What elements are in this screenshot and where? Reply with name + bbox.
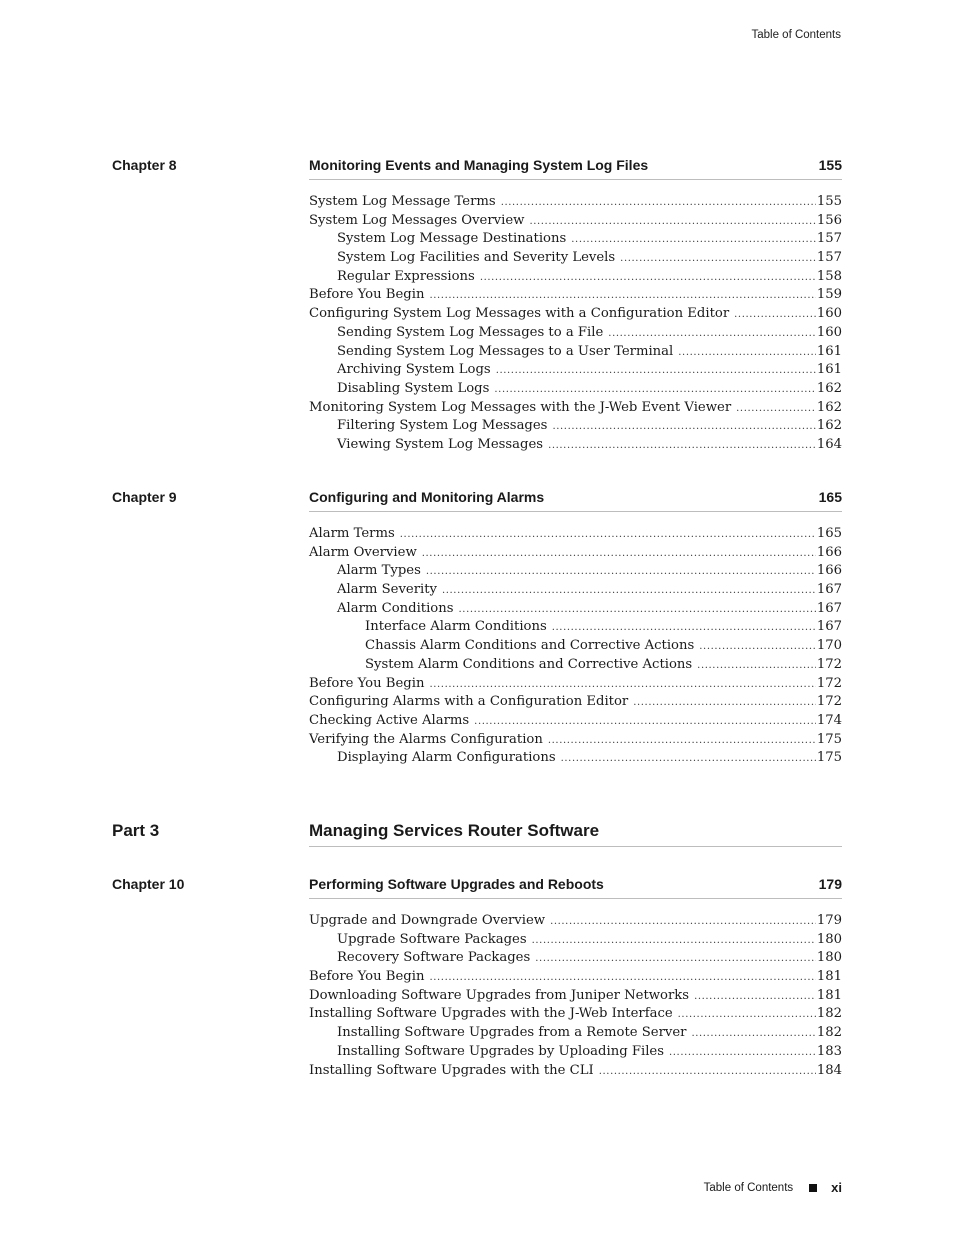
running-header: Table of Contents [751,29,841,41]
dot-leader [697,657,816,676]
toc-entry-page: 172 [816,675,842,691]
dot-leader [678,344,816,363]
toc-entry[interactable] [309,193,842,212]
toc-entry[interactable] [309,436,842,455]
toc-entry-page: 175 [816,750,842,766]
toc-entry-page: 180 [816,931,842,947]
chapter-label: Chapter 10 [112,876,185,892]
dot-leader [535,950,816,969]
dot-leader [474,713,816,732]
toc-entry-page: 182 [816,1006,842,1022]
toc-entry[interactable] [309,1043,842,1062]
chapter-heading[interactable] [309,876,842,899]
toc-entry[interactable] [309,380,842,399]
toc-entry-title: Upgrade and Downgrade Overview [309,913,546,928]
toc-entry-page: 175 [816,731,842,747]
toc-entry-page: 181 [816,969,842,985]
toc-entry-page: 160 [816,324,842,340]
dot-leader [548,732,816,751]
dot-leader [400,526,816,545]
toc-entry[interactable] [309,656,842,675]
toc-entry-title: Installing Software Upgrades by Uploading Files [337,1043,664,1059]
toc-entry-page: 166 [816,563,842,579]
dot-leader [736,400,816,419]
toc-entry-page: 161 [816,343,842,359]
dot-leader [494,381,815,400]
dot-leader [599,1063,816,1082]
toc-entry-title: Alarm Overview [309,544,417,560]
toc-entry-title: Before You Begin [309,675,425,691]
chapter-heading[interactable] [309,489,842,512]
toc-entry-page: 161 [816,362,842,378]
dot-leader [429,676,815,695]
toc-entry-page: 157 [816,250,842,266]
toc-entry-page: 159 [816,287,842,303]
toc-entry-page: 184 [816,1062,842,1078]
toc-entry-title: Installing Software Upgrades with the CLI [309,1062,594,1078]
toc-entry-page: 174 [816,712,842,728]
dot-leader [429,287,815,306]
toc-entry-title: Alarm Severity [337,582,437,598]
toc-entry[interactable] [309,417,842,436]
dot-leader [480,269,816,288]
toc-entry[interactable] [309,987,842,1006]
dot-leader [422,545,816,564]
square-bullet-icon [809,1184,817,1192]
toc-entry[interactable] [309,562,842,581]
toc-entry-title: System Log Message Terms [309,194,496,209]
toc-entry-page: 182 [816,1025,842,1041]
toc-entry-title: System Alarm Conditions and Corrective Actions [365,656,693,672]
toc-entry[interactable] [309,286,842,305]
toc-entry-title: Verifying the Alarms Configuration [309,731,543,747]
toc-entry-page: 155 [816,194,842,209]
footer-running-title: Table of Contents [703,1181,794,1194]
toc-entry-title: Before You Begin [309,287,425,303]
toc-entry-title: Before You Begin [309,969,425,985]
toc-entry-title: System Log Messages Overview [309,212,525,228]
chapter-label: Chapter 9 [112,489,177,505]
toc-entry-page: 170 [816,638,842,654]
toc-entry[interactable] [309,912,842,931]
toc-entry-list [309,912,842,1080]
toc-entry-title: Configuring Alarms with a Configuration Editor [309,694,629,710]
chapter-label: Chapter 8 [112,157,177,173]
toc-entry-page: 183 [816,1043,842,1059]
toc-entry[interactable] [309,343,842,362]
toc-entry-page: 165 [816,526,842,541]
toc-entry[interactable] [309,712,842,731]
toc-entry[interactable] [309,693,842,712]
toc-entry[interactable] [309,949,842,968]
toc-entry[interactable] [309,324,842,343]
toc-entry[interactable] [309,212,842,231]
toc-entry-title: Checking Active Alarms [309,712,470,728]
toc-entry[interactable] [309,731,842,750]
dot-leader [548,437,816,456]
toc-entry[interactable] [309,1062,842,1081]
toc-entry-title: Monitoring System Log Messages with the J-Web Event Viewer [309,399,732,415]
toc-entry-title: Upgrade Software Packages [337,931,527,947]
toc-entry-title: Sending System Log Messages to a File [337,324,604,340]
dot-leader [734,306,816,325]
dot-leader [550,913,816,932]
toc-entry[interactable] [309,931,842,950]
toc-entry-page: 172 [816,694,842,710]
toc-entry-title: Downloading Software Upgrades from Juniper Networks [309,987,690,1003]
toc-entry-title: System Log Message Destinations [337,231,567,247]
dot-leader [633,694,816,713]
toc-entry-title: Installing Software Upgrades with the J-Web Interface [309,1006,673,1022]
dot-leader [608,325,816,344]
toc-entry-page: 167 [816,600,842,616]
dot-leader [620,250,816,269]
toc-entry-page: 158 [816,268,842,284]
toc-entry-page: 181 [816,987,842,1003]
toc-entry[interactable] [309,361,842,380]
toc-entry-title: Interface Alarm Conditions [365,619,547,635]
dot-leader [669,1044,816,1063]
toc-entry-page: 162 [816,418,842,434]
toc-entry[interactable] [309,249,842,268]
toc-entry-page: 162 [816,399,842,415]
toc-entry-page: 160 [816,306,842,322]
toc-entry-list [309,525,842,768]
toc-entry[interactable] [309,305,842,324]
toc-entry-title: Viewing System Log Messages [337,436,544,452]
dot-leader [496,362,816,381]
toc-entry[interactable] [309,675,842,694]
toc-entry[interactable] [309,581,842,600]
toc-entry-title: Archiving System Logs [337,362,491,378]
toc-entry-page: 180 [816,950,842,966]
toc-entry[interactable] [309,1024,842,1043]
dot-leader [678,1006,816,1025]
toc-entry-title: Installing Software Upgrades from a Remote Server [337,1025,687,1041]
toc-entry[interactable] [309,544,842,563]
toc-entry-page: 166 [816,544,842,560]
toc-entry-title: Disabling System Logs [337,380,490,396]
toc-entry-title: Chassis Alarm Conditions and Corrective Actions [365,638,695,654]
toc-entry-title: Alarm Types [337,563,421,579]
toc-entry-title: Alarm Terms [309,526,395,541]
toc-entry-title: Filtering System Log Messages [337,418,548,434]
chapter-title: Configuring and Monitoring Alarms [309,489,545,505]
part-label: Part 3 [112,821,160,840]
toc-entry-page: 167 [816,582,842,598]
part-title[interactable]: Managing Services Router Software [309,821,842,847]
toc-entry[interactable] [309,525,842,544]
dot-leader [694,988,816,1007]
toc-entry[interactable] [309,399,842,418]
dot-leader [532,932,816,951]
toc-entry-page: 172 [816,656,842,672]
chapter-page: 155 [818,157,842,173]
toc-entry-page: 157 [816,231,842,247]
toc-entry[interactable] [309,968,842,987]
toc-entry-title: Sending System Log Messages to a User Terminal [337,343,674,359]
dot-leader [442,582,816,601]
toc-entry[interactable] [309,230,842,249]
dot-leader [571,231,816,250]
chapter-page: 165 [818,489,842,505]
toc-entry[interactable] [309,637,842,656]
chapter-title: Performing Software Upgrades and Reboots [309,876,604,892]
toc-entry[interactable] [309,600,842,619]
dot-leader [552,418,815,437]
toc-entry-title: Displaying Alarm Configurations [337,750,556,766]
dot-leader [426,563,816,582]
toc-entry-title: Regular Expressions [337,268,475,284]
page-footer [704,1180,842,1195]
chapter-title: Monitoring Events and Managing System Log Files [309,157,649,173]
chapter-page: 179 [818,876,842,892]
toc-entry-title: Recovery Software Packages [337,950,531,966]
toc-entry-page: 179 [816,913,842,928]
toc-entry-page: 164 [816,436,842,452]
toc-entry-page: 167 [816,619,842,635]
dot-leader [459,601,816,620]
toc-entry[interactable] [309,1005,842,1024]
dot-leader [501,194,816,213]
toc-entry-page: 162 [816,380,842,396]
dot-leader [561,750,816,769]
dot-leader [429,969,815,988]
chapter-heading[interactable] [309,157,842,180]
toc-entry-page: 156 [816,212,842,228]
toc-entry-list [309,193,842,455]
toc-entry-title: System Log Facilities and Severity Levels [337,250,616,266]
toc-entry[interactable] [309,618,842,637]
toc-entry-title: Alarm Conditions [337,600,454,616]
dot-leader [691,1025,815,1044]
toc-entry[interactable] [309,268,842,287]
dot-leader [699,638,816,657]
toc-entry-title: Configuring System Log Messages with a Configuration Editor [309,306,730,322]
page-number: xi [831,1180,842,1195]
toc-entry[interactable] [309,749,842,768]
dot-leader [552,619,816,638]
dot-leader [529,213,815,232]
